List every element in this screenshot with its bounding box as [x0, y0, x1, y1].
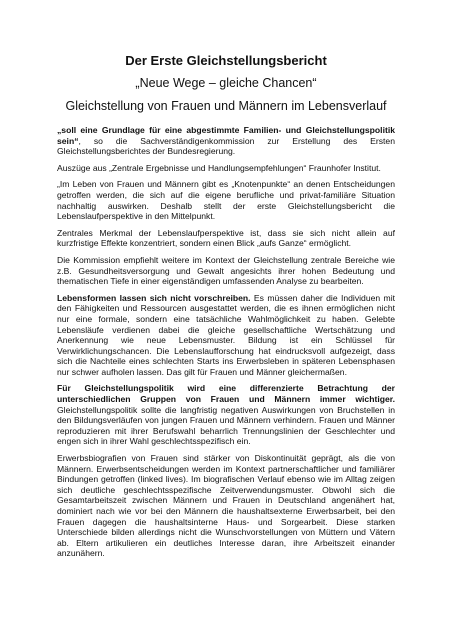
intro-quote: „soll eine Grundlage für eine abgestimmte Familien- und Gleichstellungspolitik sein“ — [57, 125, 395, 146]
document-title: Der Erste Gleichstellungsbericht — [125, 53, 327, 68]
policy-lead: Für Gleichstellungspolitik wird eine differenzierte Betrachtung der unterschiedlichen Gruppen von Frauen und Männern immer wichtiger. — [57, 383, 395, 405]
source-paragraph: Auszüge aus „Zentrale Ergebnisse und Handlungsempfehlungen“ Fraunhofer Institut. — [57, 162, 381, 173]
lifeforms-lead: Lebensformen lassen sich nicht vorschreiben. — [57, 292, 251, 303]
central-paragraph: Zentrales Merkmal der Lebenslaufperspektive ist, dass sie sich nicht allein auf kurzfristige Effekte konzentriert, sondern einen Blick „aufs Ganze“ ermöglicht. — [57, 227, 395, 249]
policy-paragraph — [57, 383, 395, 447]
intro-text: , so die Sachverständigenkommission zur Erstellung des Ersten Gleichstellungsberichtes der Bundesregierung. — [57, 135, 395, 157]
lifeforms-text: Es müssen daher die Individuen mit den Fähigkeiten und Ressourcen ausgestattet werden, die es ihnen ermöglichen nicht nur eine formale, sondern eine tatsächliche Wahlmöglichkeit zu haben. Gelebte Lebensläufe verdienen dabei die gleiche gesellschaftliche Wertschätzung und Anerkennung wie neue Lebensmuster. Bildung ist ein Schlüssel für Verwirklichungschancen. Die Lebenslaufforschung hat eindrucksvoll aufgezeigt, dass sich die Nachteile eines schlechten Starts ins Erwerbsleben in späteren Lebensphasen nur schwer aufholen lassen. Das gilt für Frauen und Männer gleichermaßen. — [57, 292, 395, 377]
intro-paragraph — [57, 125, 395, 157]
quote-paragraph: „Im Leben von Frauen und Männern gibt es „Knotenpunkte“ an denen Entscheidungen getroffen werden, die sich auf die eigene berufliche und privat-familiäre Situation nachhaltig auswirken. Deshalb stellt der erste Gleichstellungsbericht die Lebenslaufperspektive in den Mittelpunkt. — [57, 179, 395, 222]
commission-paragraph: Die Kommission empfiehlt weitere im Kontext der Gleichstellung zentrale Bereiche wie z.B. Gesundheitsversorgung und Gewalt angesichts ihrer hohen Bedeutung und thematischen Tiefe in einer eigenständigen umfassenden Analyse zu bearbeiten. — [57, 254, 395, 287]
policy-text: Gleichstellungspolitik sollte die langfristig negativen Auswirkungen von Bruchstellen in den Bildungsverläufen von jungen Frauen und Männern verhindern. Frauen und Männer reproduzieren mit ihrer Berufswahl beharrlich Trennungslinien der Geschlechter und engen sich in ihrer Wahl geschlechtsspezifisch ein. — [57, 404, 395, 447]
lifeforms-paragraph — [57, 293, 395, 378]
career-paragraph: Erwerbsbiografien von Frauen sind stärker von Diskontinuität geprägt, als die von Männern. Erwerbsentscheidungen werden im Kontext partnerschaftlicher und familiärer Bindungen getroffen (linked lives). Im biografischen Verlauf ebenso wie im Alltag zeigen sich deutliche geschlechtsspezifische Zeitverwendungsmuster. Obwohl sich die Gesamtarbeitszeit zwischen Männern und Frauen in Deutschland angenähert hat, dominiert nach wie vor bei den Männern die haushaltsexterne Erwerbsarbeit, bei den Frauen dagegen die haushaltsinterne Haus- und Sorgearbeit. Diese starken Unterschiede bilden allerdings nicht die Wunschvorstellungen von Müttern und Vätern ab. Eltern artikulieren ein deutliches Interesse daran, ihre Arbeitszeit einander anzunähern. — [57, 453, 395, 559]
document-heading: Gleichstellung von Frauen und Männern im Lebensverlauf — [65, 99, 387, 113]
document-subtitle: „Neue Wege – gleiche Chancen“ — [135, 76, 317, 90]
